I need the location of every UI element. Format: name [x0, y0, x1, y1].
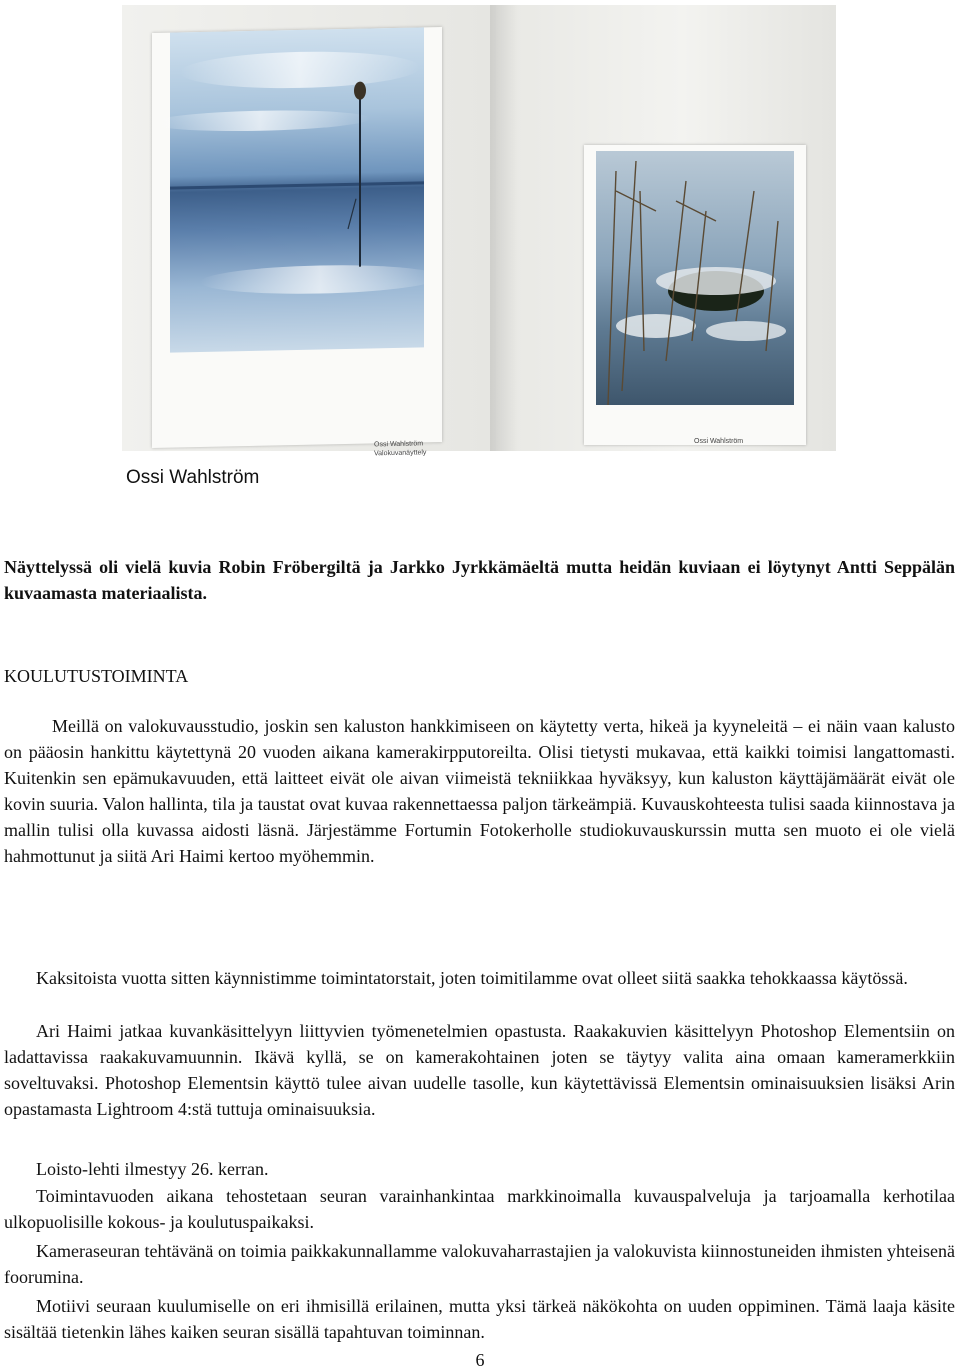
- paragraph-learning: Motiivi seuraan kuulumiselle on eri ihmisillä erilainen, mutta yksi tärkeä näkökohta on uuden oppiminen. Tämä laaja käsite sisältää tietenkin lähes kaiken seuran sisällä tapahtuvan toiminnan.: [4, 1296, 955, 1342]
- paragraph-forum: Kameraseuran tehtävänä on toimia paikkakunnallamme valokuvaharrastajien ja valokuvista kiinnostuneiden ihmisten yhteisenä foorumina.: [4, 1241, 955, 1287]
- framed-print-reeds: [584, 145, 806, 445]
- paragraph-fundraising: Toimintavuoden aikana tehostetaan seuran varainhankintaa markkinoimalla kuvauspalveluja ja tarjoamalla kerhotilaa ulkopuolisille kokous- ja koulutuspaikaksi.: [4, 1186, 955, 1232]
- exhibition-photo: [122, 5, 836, 458]
- photo-caption: Ossi Wahlström: [126, 467, 260, 488]
- paragraph-loisto: Loisto-lehti ilmestyy 26. kerran.: [36, 1159, 269, 1179]
- lake-reflection-image: [170, 27, 424, 352]
- paragraph-thursdays: Kaksitoista vuotta sitten käynnistimme toimintatorstait, joten toimitilamme ovat olleet siitä saakka tehokkaassa käytössä.: [36, 968, 908, 988]
- page-number: 6: [475, 1350, 485, 1370]
- frame-label-left: Ossi Wahlström Valokuvanäyttely: [374, 440, 427, 458]
- paragraph-studio: Meillä on valokuvausstudio, joskin sen kaluston hankkimiseen on käytetty verta, hikeä ja kyyneleitä – ei näin vaan kalusto on pääosin hankittu käytettynä 20 vuoden aikana kamerakirpputoreilta. Olisi tietysti mukavaa, että kaikki toimisi langattomasti. Kuitenkin sen epämukavuuden, että laitteet eivät ole aivan viimeistä tekniikkaa hyväksyy, kun kaluston käyttäjämäärät eivät ole kovin suuria. Valon hallinta, tila ja taustat ovat kuvaa rakennettaessa paljon tärkeämpiä. Kuvauskohteesta tulisi saada kiinnostava ja mallin tulisi olla kuvassa aidosti läsnä. Järjestämme Fortumin Fotokerholle studiokuvauskurssin mutta sen muoto ei ole vielä hahmottunut ja siitä Ari Haimi kertoo myöhemmin.: [4, 716, 955, 866]
- paragraph-image-processing: Ari Haimi jatkaa kuvankäsittelyyn liittyvien työmenetelmien opastusta. Raakakuvien käsittelyyn Photoshop Elementsiin on ladattavissa raakakuvamuunnin. Ikävä kyllä, se on kamerakohtainen joten se täytyy valita aina omaan kameramerkkiin soveltuvaksi. Photoshop Elementsin käyttö tulee aivan uudelle tasolle, kun käytettävissä Elementsin ominaisuuksien lisäksi Arin opastamasta Lightroom 4:stä tuttuja ominaisuuksia.: [4, 1021, 955, 1119]
- framed-print-lake: [152, 27, 442, 458]
- wall-corner-shadow: [490, 5, 518, 451]
- frame-label-right: Ossi Wahlström: [694, 438, 744, 445]
- reeds-in-ice-image: [596, 151, 794, 405]
- intro-paragraph: Näyttelyssä oli vielä kuvia Robin Fröbergiltä ja Jarkko Jyrkkämäeltä mutta heidän kuviaan ei löytynyt Antti Seppälän kuvaamasta materiaalista.: [4, 557, 955, 603]
- section-heading: KOULUTUSTOIMINTA: [4, 666, 189, 686]
